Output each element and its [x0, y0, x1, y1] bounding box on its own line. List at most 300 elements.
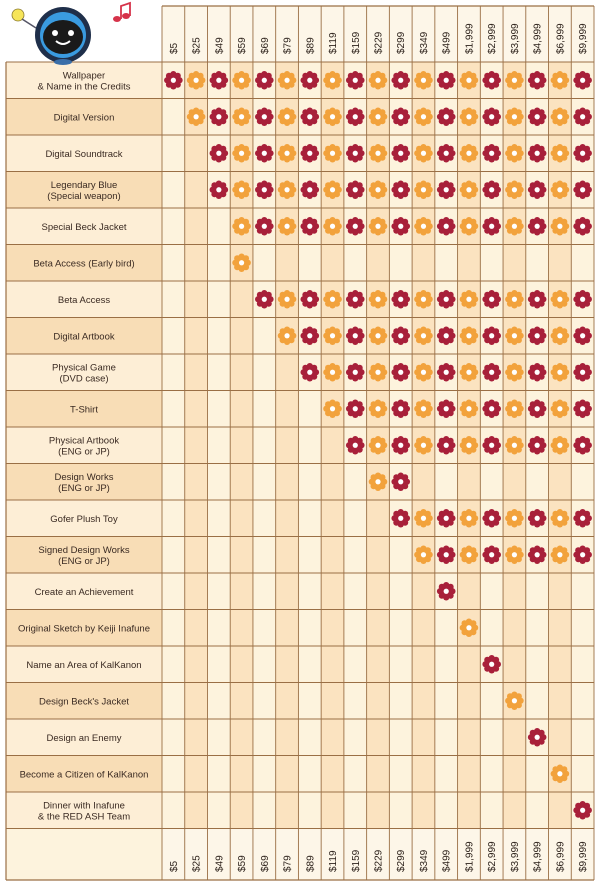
gear-flower-icon	[346, 71, 365, 90]
gear-flower-icon	[414, 217, 433, 236]
gear-flower-icon	[551, 399, 570, 418]
tier-cell	[549, 610, 572, 647]
gear-flower-icon	[573, 363, 592, 382]
reward-label: Gofer Plush Toy	[50, 513, 118, 525]
gear-flower-icon	[391, 363, 410, 382]
gear-flower-icon	[300, 290, 319, 309]
tier-cell	[230, 792, 253, 829]
tier-cell	[503, 573, 526, 610]
tier-cell	[230, 391, 253, 428]
tier-cell	[230, 683, 253, 720]
reward-label: Wallpaper	[62, 70, 106, 82]
reward-label: (ENG or JP)	[58, 482, 110, 494]
gear-flower-icon	[323, 107, 342, 126]
gear-flower-icon	[573, 436, 592, 455]
tier-header-top: $69	[259, 37, 271, 54]
gear-flower-icon	[232, 107, 251, 126]
tier-cell	[458, 646, 481, 683]
tier-cell	[503, 610, 526, 647]
gear-flower-icon	[323, 217, 342, 236]
gear-flower-icon	[346, 436, 365, 455]
tier-cell	[207, 646, 230, 683]
reward-label: Digital Version	[53, 112, 115, 124]
tier-cell	[207, 391, 230, 428]
gear-flower-icon	[460, 71, 479, 90]
gear-flower-icon	[255, 144, 274, 163]
gear-flower-icon	[573, 144, 592, 163]
reward-label: Name an Area of KalKanon	[26, 659, 142, 671]
tier-cell	[207, 610, 230, 647]
tier-cell	[503, 756, 526, 793]
tier-cell	[321, 646, 344, 683]
gear-flower-icon	[414, 509, 433, 528]
tier-cell	[276, 683, 299, 720]
gear-flower-icon	[505, 691, 524, 710]
tier-cell	[207, 427, 230, 464]
gear-flower-icon	[164, 71, 183, 90]
tier-cell	[321, 537, 344, 574]
tier-cell	[162, 792, 185, 829]
tier-cell	[185, 427, 208, 464]
gear-flower-icon	[437, 217, 456, 236]
tier-cell	[276, 646, 299, 683]
tier-header-top: $1,999	[464, 23, 476, 54]
tier-cell	[412, 646, 435, 683]
tier-cell	[185, 573, 208, 610]
gear-flower-icon	[460, 107, 479, 126]
tier-cell	[230, 281, 253, 318]
tier-cell	[162, 245, 185, 282]
tier-cell	[253, 719, 276, 756]
tier-cell	[412, 245, 435, 282]
tier-cell	[344, 756, 367, 793]
gear-flower-icon	[437, 290, 456, 309]
footer-corner-cell	[6, 826, 162, 880]
tier-cell	[458, 683, 481, 720]
tier-cell	[298, 646, 321, 683]
gear-flower-icon	[300, 71, 319, 90]
tier-cell	[503, 245, 526, 282]
gear-flower-icon	[232, 180, 251, 199]
reward-label: & the RED ASH Team	[37, 811, 131, 823]
gear-flower-icon	[482, 144, 501, 163]
tier-cell	[162, 318, 185, 355]
tier-header-bottom: $229	[373, 849, 385, 872]
gear-flower-icon	[573, 509, 592, 528]
gear-flower-icon	[482, 655, 501, 674]
tier-cell	[344, 719, 367, 756]
tier-cell	[571, 245, 594, 282]
tier-header-bottom: $89	[305, 855, 317, 872]
gear-flower-icon	[505, 399, 524, 418]
tier-cell	[435, 792, 458, 829]
tier-cell	[367, 573, 390, 610]
tier-cell	[321, 500, 344, 537]
reward-label: T-Shirt	[70, 404, 98, 416]
tier-header-bottom: $25	[191, 855, 203, 872]
tier-cell	[253, 573, 276, 610]
tier-cell	[321, 792, 344, 829]
tier-cell	[298, 245, 321, 282]
gear-flower-icon	[414, 399, 433, 418]
tier-cell	[321, 610, 344, 647]
tier-cell	[480, 719, 503, 756]
gear-flower-icon	[437, 509, 456, 528]
gear-flower-icon	[437, 107, 456, 126]
tier-cell	[367, 683, 390, 720]
tier-cell	[162, 500, 185, 537]
music-note-icon	[113, 3, 130, 22]
tier-cell	[344, 610, 367, 647]
tier-header-bottom: $4,999	[532, 841, 544, 872]
tier-cell	[435, 610, 458, 647]
tier-cell	[276, 756, 299, 793]
tier-cell	[503, 464, 526, 501]
tier-cell	[435, 464, 458, 501]
tier-header-top: $4,999	[532, 23, 544, 54]
tier-cell	[321, 719, 344, 756]
gear-flower-icon	[414, 436, 433, 455]
gear-flower-icon	[573, 801, 592, 820]
tier-cell	[230, 646, 253, 683]
tier-header-top: $2,999	[487, 23, 499, 54]
tier-cell	[185, 281, 208, 318]
gear-flower-icon	[391, 144, 410, 163]
tier-cell	[412, 464, 435, 501]
tier-cell	[503, 719, 526, 756]
gear-flower-icon	[482, 180, 501, 199]
tier-cell	[253, 610, 276, 647]
reward-label: Signed Design Works	[38, 544, 130, 556]
gear-flower-icon	[551, 107, 570, 126]
tier-cell	[435, 245, 458, 282]
tier-cell	[185, 464, 208, 501]
tier-header-bottom: $499	[441, 849, 453, 872]
tier-cell	[185, 537, 208, 574]
gear-flower-icon	[414, 290, 433, 309]
tier-header-top: $159	[350, 31, 362, 54]
tier-cell	[253, 500, 276, 537]
tier-cell	[276, 719, 299, 756]
tier-cell	[458, 573, 481, 610]
gear-flower-icon	[437, 363, 456, 382]
tier-cell	[412, 683, 435, 720]
gear-flower-icon	[528, 545, 547, 564]
tier-cell	[549, 683, 572, 720]
tier-header-top: $25	[191, 37, 203, 54]
tier-header-bottom: $9,999	[578, 841, 590, 872]
tier-header-bottom: $69	[259, 855, 271, 872]
tier-header-top: $89	[305, 37, 317, 54]
gear-flower-icon	[210, 180, 229, 199]
gear-flower-icon	[323, 71, 342, 90]
tier-cell	[230, 573, 253, 610]
tier-cell	[367, 792, 390, 829]
tier-header-bottom: $79	[282, 855, 294, 872]
tier-cell	[298, 391, 321, 428]
tier-cell	[276, 464, 299, 501]
tier-cell	[230, 464, 253, 501]
gear-flower-icon	[437, 582, 456, 601]
gear-flower-icon	[255, 290, 274, 309]
tier-cell	[526, 792, 549, 829]
gear-flower-icon	[255, 107, 274, 126]
tier-header-top: $49	[214, 37, 226, 54]
gear-flower-icon	[482, 399, 501, 418]
tier-cell	[207, 281, 230, 318]
gear-flower-icon	[505, 509, 524, 528]
tier-cell	[389, 792, 412, 829]
tier-cell	[480, 756, 503, 793]
gear-flower-icon	[210, 107, 229, 126]
tier-cell	[344, 573, 367, 610]
gear-flower-icon	[437, 71, 456, 90]
tier-cell	[480, 464, 503, 501]
tier-cell	[253, 391, 276, 428]
gear-flower-icon	[255, 217, 274, 236]
tier-cell	[480, 683, 503, 720]
tier-cell	[185, 245, 208, 282]
tier-cell	[389, 610, 412, 647]
tier-cell	[162, 208, 185, 245]
gear-flower-icon	[528, 290, 547, 309]
gear-flower-icon	[255, 71, 274, 90]
tier-cell	[162, 354, 185, 391]
gear-flower-icon	[482, 290, 501, 309]
tier-cell	[344, 464, 367, 501]
gear-flower-icon	[369, 144, 388, 163]
tier-cell	[162, 537, 185, 574]
gear-flower-icon	[391, 71, 410, 90]
gear-flower-icon	[369, 326, 388, 345]
tier-header-top: $119	[328, 32, 340, 54]
tier-cell	[435, 719, 458, 756]
tier-header-top: $299	[396, 31, 408, 54]
tier-cell	[344, 500, 367, 537]
tier-header-top: $3,999	[509, 23, 521, 54]
tier-cell	[344, 537, 367, 574]
tier-cell	[207, 464, 230, 501]
tier-cell	[162, 573, 185, 610]
tier-cell	[503, 646, 526, 683]
tier-cell	[389, 573, 412, 610]
gear-flower-icon	[460, 144, 479, 163]
reward-label: Special Beck Jacket	[41, 221, 127, 233]
tier-cell	[458, 245, 481, 282]
tier-cell	[298, 537, 321, 574]
gear-flower-icon	[505, 144, 524, 163]
tier-cell	[344, 683, 367, 720]
gear-flower-icon	[505, 71, 524, 90]
gear-flower-icon	[414, 144, 433, 163]
reward-label: Create an Achievement	[34, 586, 134, 598]
gear-flower-icon	[573, 180, 592, 199]
tier-cell	[162, 464, 185, 501]
tier-cell	[185, 354, 208, 391]
tier-header-bottom: $2,999	[487, 841, 499, 872]
tier-cell	[412, 756, 435, 793]
tier-cell	[207, 318, 230, 355]
tier-cell	[253, 756, 276, 793]
gear-flower-icon	[460, 509, 479, 528]
tier-cell	[412, 610, 435, 647]
gear-flower-icon	[551, 71, 570, 90]
tier-header-bottom: $119	[328, 850, 340, 872]
gear-flower-icon	[573, 290, 592, 309]
gear-flower-icon	[391, 290, 410, 309]
tier-cell	[298, 683, 321, 720]
reward-label: Beta Access (Early bird)	[33, 258, 135, 270]
tier-cell	[526, 756, 549, 793]
tier-cell	[321, 573, 344, 610]
tier-cell	[367, 245, 390, 282]
tier-cell	[571, 719, 594, 756]
tier-cell	[162, 281, 185, 318]
tier-cell	[367, 756, 390, 793]
gear-flower-icon	[573, 545, 592, 564]
tier-cell	[367, 500, 390, 537]
gear-flower-icon	[505, 107, 524, 126]
gear-flower-icon	[460, 545, 479, 564]
gear-flower-icon	[551, 436, 570, 455]
reward-label: Become a Citizen of KalKanon	[19, 769, 149, 781]
tier-cell	[207, 500, 230, 537]
tier-cell	[458, 719, 481, 756]
gear-flower-icon	[573, 399, 592, 418]
gear-flower-icon	[528, 71, 547, 90]
gear-flower-icon	[528, 217, 547, 236]
tier-header-bottom: $6,999	[555, 841, 567, 872]
gear-flower-icon	[346, 363, 365, 382]
tier-cell	[480, 792, 503, 829]
tier-cell	[207, 573, 230, 610]
gear-flower-icon	[437, 326, 456, 345]
tier-cell	[344, 792, 367, 829]
tier-cell	[185, 135, 208, 172]
gear-flower-icon	[528, 436, 547, 455]
gear-flower-icon	[437, 180, 456, 199]
tier-cell	[207, 354, 230, 391]
gear-flower-icon	[369, 363, 388, 382]
tier-cell	[549, 573, 572, 610]
tier-header-bottom: $3,999	[509, 841, 521, 872]
gear-flower-icon	[278, 217, 297, 236]
gear-flower-icon	[391, 107, 410, 126]
tier-cell	[503, 792, 526, 829]
tier-cell	[389, 245, 412, 282]
tier-cell	[321, 756, 344, 793]
gear-flower-icon	[414, 71, 433, 90]
gear-flower-icon	[391, 436, 410, 455]
tier-header-top: $499	[441, 31, 453, 54]
tier-cell	[367, 610, 390, 647]
gear-flower-icon	[369, 472, 388, 491]
gear-flower-icon	[300, 363, 319, 382]
gear-flower-icon	[505, 326, 524, 345]
tier-cell	[412, 719, 435, 756]
tier-cell	[253, 646, 276, 683]
gear-flower-icon	[460, 180, 479, 199]
gear-flower-icon	[232, 253, 251, 272]
tier-cell	[207, 719, 230, 756]
tier-cell	[526, 573, 549, 610]
gear-flower-icon	[278, 144, 297, 163]
gear-flower-icon	[369, 107, 388, 126]
tier-cell	[253, 464, 276, 501]
gear-flower-icon	[300, 107, 319, 126]
reward-label: Design an Enemy	[46, 732, 122, 744]
gear-flower-icon	[528, 728, 547, 747]
tier-cell	[276, 610, 299, 647]
tier-cell	[571, 610, 594, 647]
tier-cell	[435, 646, 458, 683]
tier-header-bottom: $1,999	[464, 841, 476, 872]
robot-mascot-icon	[12, 3, 130, 65]
tier-cell	[412, 792, 435, 829]
reward-label: (Special weapon)	[47, 190, 121, 202]
tier-cell	[276, 573, 299, 610]
reward-label: Digital Artbook	[53, 331, 115, 343]
gear-flower-icon	[369, 399, 388, 418]
tier-cell	[298, 464, 321, 501]
tier-cell	[480, 610, 503, 647]
tier-cell	[571, 683, 594, 720]
tier-cell	[458, 756, 481, 793]
gear-flower-icon	[369, 290, 388, 309]
tier-cell	[230, 610, 253, 647]
reward-label: Physical Game	[52, 362, 116, 374]
gear-flower-icon	[391, 472, 410, 491]
gear-flower-icon	[323, 326, 342, 345]
tier-cell	[389, 537, 412, 574]
tier-cell	[571, 646, 594, 683]
tier-cell	[276, 792, 299, 829]
tier-cell	[207, 537, 230, 574]
tier-cell	[571, 464, 594, 501]
gear-flower-icon	[573, 217, 592, 236]
gear-flower-icon	[505, 290, 524, 309]
gear-flower-icon	[187, 107, 206, 126]
gear-flower-icon	[460, 618, 479, 637]
tier-cell	[162, 756, 185, 793]
gear-flower-icon	[460, 290, 479, 309]
tier-cell	[185, 683, 208, 720]
gear-flower-icon	[414, 326, 433, 345]
tier-cell	[480, 245, 503, 282]
gear-flower-icon	[551, 509, 570, 528]
gear-flower-icon	[391, 180, 410, 199]
tier-cell	[207, 792, 230, 829]
gear-flower-icon	[210, 144, 229, 163]
tier-header-top: $59	[237, 37, 249, 54]
tier-header-bottom: $299	[396, 849, 408, 872]
gear-flower-icon	[505, 436, 524, 455]
tier-cell	[526, 464, 549, 501]
gear-flower-icon	[414, 107, 433, 126]
gear-flower-icon	[391, 326, 410, 345]
tier-cell	[162, 427, 185, 464]
tier-header-bottom: $59	[237, 855, 249, 872]
tier-cell	[207, 756, 230, 793]
gear-flower-icon	[346, 144, 365, 163]
gear-flower-icon	[369, 180, 388, 199]
gear-flower-icon	[482, 363, 501, 382]
gear-flower-icon	[505, 217, 524, 236]
gear-flower-icon	[255, 180, 274, 199]
gear-flower-icon	[300, 180, 319, 199]
gear-flower-icon	[414, 363, 433, 382]
tier-cell	[185, 792, 208, 829]
